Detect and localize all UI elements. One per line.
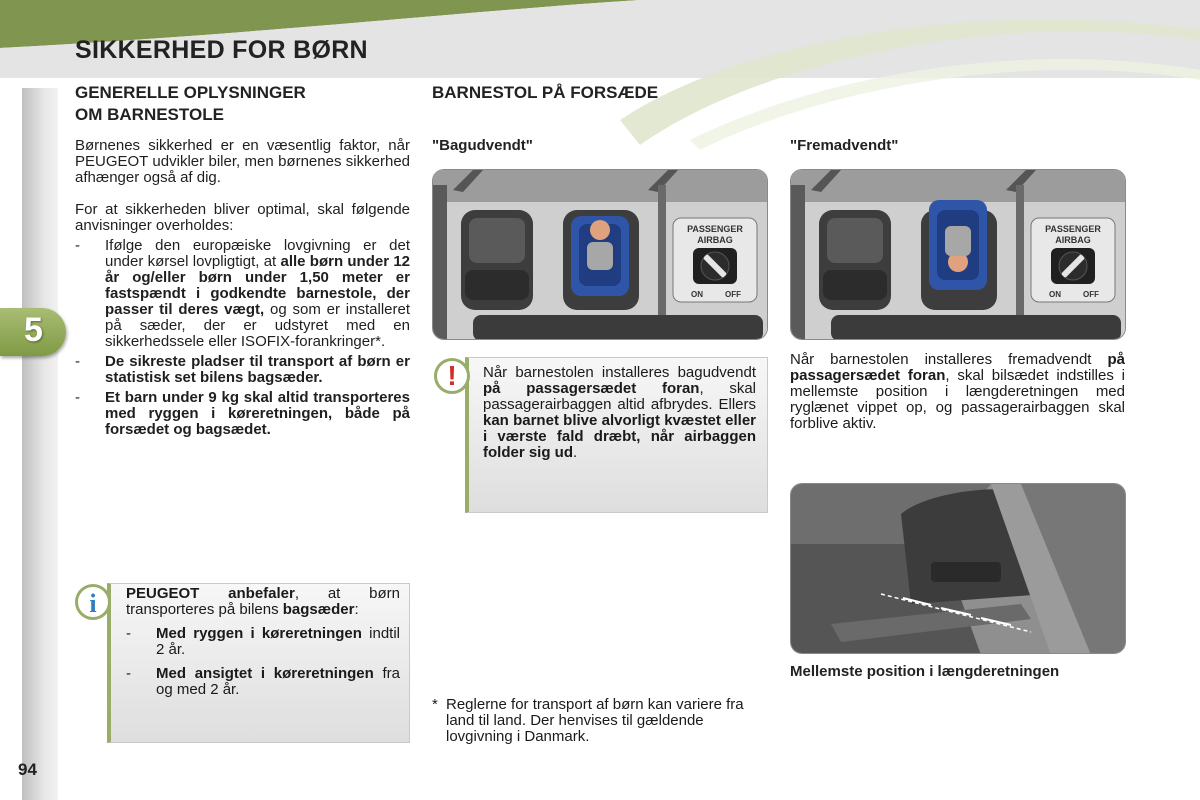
svg-text:AIRBAG: AIRBAG [697, 235, 733, 245]
seat-position-photo [790, 483, 1126, 654]
rear-facing-illustration [432, 169, 768, 340]
airbag-switch-panel [673, 218, 757, 302]
list-item: - Med ryggen i køreretningen indtil 2 år. [126, 626, 400, 658]
intro-paragraph: Børnenes sikkerhed er en væsentlig faktor, når PEUGEOT udvikler biler, men børnenes sikkerhed afhænger også af dig. [75, 137, 410, 186]
footnote-text: Reglerne for transport af børn kan variere fra land til land. Der henvises til gældende lovgivning i Danmark. [446, 696, 744, 745]
info-intro: PEUGEOT anbefaler, at børn transporteres på bilens bagsæder: [126, 585, 400, 618]
seat-position-caption: Mellemste position i længderetningen [790, 663, 1060, 680]
instructions-paragraph: For at sikkerheden bliver optimal, skal følgende anvisninger overholdes: [75, 201, 410, 234]
header-swoosh [0, 0, 1200, 160]
subheading-forward-facing: "Fremadvendt" [790, 137, 899, 154]
section-heading-general [75, 82, 306, 126]
page-number: 94 [18, 760, 37, 779]
svg-text:PASSENGER: PASSENGER [687, 224, 743, 234]
subheading-rear-facing: "Bagudvendt" [432, 137, 533, 154]
list-item: - Et barn under 9 kg skal altid transporteres med ryggen i køreretningen, både på forsædet og bagsædet. [75, 390, 410, 438]
chapter-number: 5 [24, 311, 43, 349]
svg-text:PASSENGER: PASSENGER [1045, 224, 1101, 234]
list-item: - Ifølge den europæiske lovgivning er det under kørsel lovpligtigt, at alle børn under 12 år og/eller børn under 1,50 meter er fastspændt i godkendte barnestole, der passer til deres vægt, og som er installeret på sæder, der er udstyret med en sikkerhedssele eller ISOFIX-forankringer*. [75, 238, 410, 350]
instructions-list [75, 238, 410, 438]
svg-text:OFF: OFF [725, 290, 741, 299]
section-heading-front-seat: BARNESTOL PÅ FORSÆDE [432, 83, 659, 102]
heading-line-2: OM BARNESTOLE [75, 105, 224, 124]
svg-text:ON: ON [1049, 290, 1061, 299]
footnote [432, 697, 769, 745]
info-list [126, 626, 400, 698]
info-text [126, 586, 400, 698]
exclamation-icon: ! [434, 358, 470, 394]
list-item: - Med ansigtet i køreretningen fra og med 2 år. [126, 666, 400, 698]
forward-facing-text: Når barnestolen installeres fremadvendt på passagersædet foran, skal bilsædet indstilles i mellemste position i længderetningen med ryglænet vippet op, og passagerairbaggen skal forblive aktiv. [790, 351, 1125, 432]
svg-text:AIRBAG: AIRBAG [1055, 235, 1091, 245]
forward-facing-illustration [790, 169, 1126, 340]
airbag-switch-panel [1031, 218, 1115, 302]
list-item: - De sikreste pladser til transport af børn er statistisk set bilens bagsæder. [75, 354, 410, 386]
warning-text: Når barnestolen installeres bagudvendt på passagersædet foran, skal passagerairbaggen altid afbrydes. Ellers kan barnet blive alvorligt kvæstet eller i værste fald dræbt, når airbaggen folder sig ud. [483, 364, 756, 461]
heading-line-1: GENERELLE OPLYSNINGER [75, 83, 306, 102]
side-strip [22, 88, 58, 800]
footnote-marker: * [432, 696, 438, 713]
info-icon: i [75, 584, 111, 620]
svg-text:OFF: OFF [1083, 290, 1099, 299]
page-title: SIKKERHED FOR BØRN [75, 36, 368, 64]
general-body [75, 138, 410, 442]
svg-text:ON: ON [691, 290, 703, 299]
